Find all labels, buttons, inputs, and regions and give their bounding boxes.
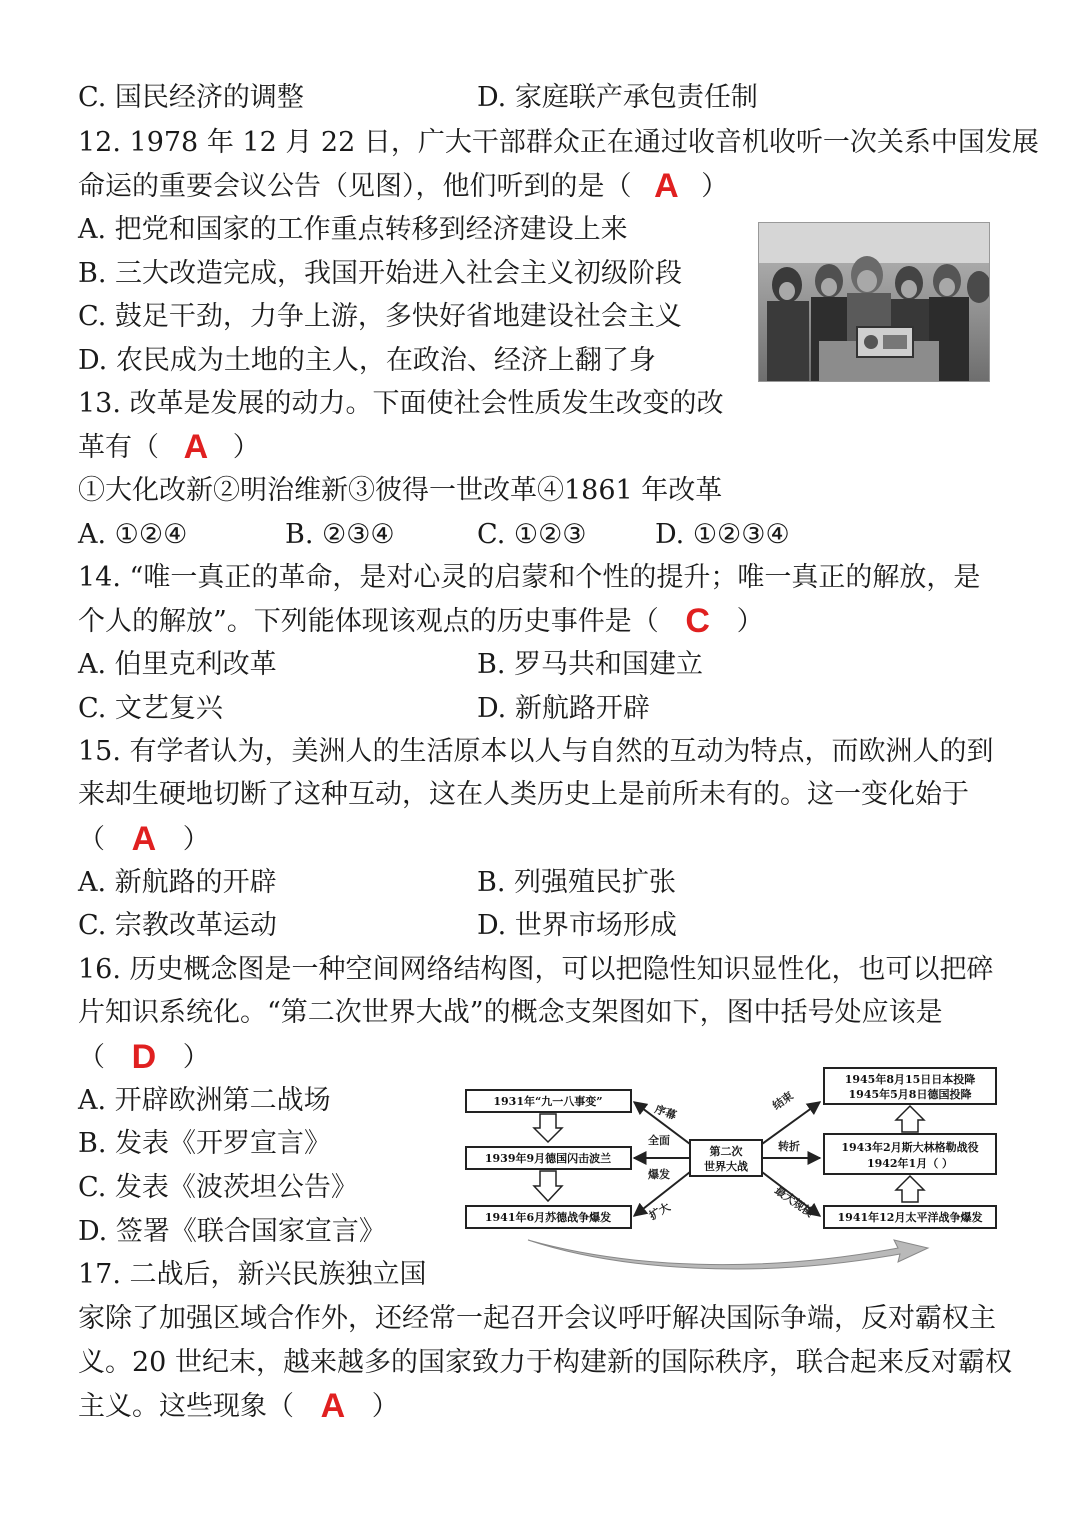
q13-stem-line1: 13. 改革是发展的动力。下面使社会性质发生改变的改 <box>78 388 724 419</box>
q11-option-c: C. 国民经济的调整 <box>78 82 304 113</box>
q14-stem-line1: 14. “唯一真正的革命，是对心灵的启蒙和个性的提升；唯一真正的解放，是 <box>78 562 981 593</box>
q13-option-b: B. ②③④ <box>285 519 395 550</box>
center-box <box>690 1140 762 1176</box>
q13-items: ①大化改新②明治维新③彼得一世改革④1861 年改革 <box>78 475 723 506</box>
q17-stem-line3: 义。20 世纪末，越来越多的国家致力于构建新的国际秩序，联合起来反对霸权 <box>78 1347 1012 1378</box>
q15-paren-close: ） <box>182 824 210 855</box>
q16-answer: D <box>131 1038 157 1076</box>
q12-stem-text: 命运的重要会议公告（见图），他们听到的是（ <box>78 171 632 202</box>
q12-option-a: A. 把党和国家的工作重点转移到经济建设上来 <box>78 214 628 245</box>
q16-option-d: D. 签署《联合国家宣言》 <box>78 1216 386 1247</box>
label-expand: 扩大 <box>647 1200 673 1223</box>
q13-stem-text: 革有（ <box>78 432 159 463</box>
q15-option-d: D. 世界市场形成 <box>477 910 677 941</box>
q14-answer: C <box>685 602 710 640</box>
q15-answer: A <box>131 820 157 858</box>
right-box-2-line-1: 1943年2月斯大林格勒战役 <box>841 1141 979 1154</box>
right-box-2 <box>824 1134 996 1174</box>
right-box-2-line-2: 1942年1月（ ） <box>866 1157 954 1170</box>
right-box-1 <box>824 1068 996 1104</box>
bottom-flow-arrow <box>528 1240 928 1269</box>
q15-option-c: C. 宗教改革运动 <box>78 910 277 941</box>
label-turn: 转折 <box>778 1140 800 1153</box>
q15-stem-line3 <box>78 817 210 862</box>
center-line-2: 世界大战 <box>704 1160 748 1173</box>
q14-option-b: B. 罗马共和国建立 <box>477 649 704 680</box>
q17-stem-line2: 家除了加强区域合作外，还经常一起召开会议呼吁解决国际争端，反对霸权主 <box>78 1303 996 1334</box>
q17-stem-line4 <box>78 1384 399 1429</box>
q17-stem-text: 主义。这些现象（ <box>78 1391 294 1422</box>
q16-stem-line1: 16. 历史概念图是一种空间网络结构图，可以把隐性知识显性化，也可以把碎 <box>78 954 994 985</box>
left-box-1-text: 1931年“九一八事变” <box>493 1095 603 1108</box>
label-prelude: 序幕 <box>652 1102 679 1123</box>
q16-option-c: C. 发表《波茨坦公告》 <box>78 1172 358 1203</box>
q17-stem-line1: 17. 二战后，新兴民族独立国 <box>78 1259 427 1290</box>
q15-option-a: A. 新航路的开辟 <box>78 867 277 898</box>
q14-option-a: A. 伯里克利改革 <box>78 649 277 680</box>
q15-stem-line1: 15. 有学者认为，美洲人的生活原本以人与自然的互动为特点，而欧洲人的到 <box>78 736 994 767</box>
q13-option-d: D. ①②③④ <box>655 519 790 550</box>
q16-stem-line2: 片知识系统化。“第二次世界大战”的概念支架图如下，图中括号处应该是 <box>78 997 943 1028</box>
right-up-arrow-2 <box>896 1106 924 1132</box>
label-outbreak-b: 爆发 <box>648 1168 670 1181</box>
q14-paren-close: ） <box>736 606 764 637</box>
label-max: 最大规模 <box>772 1183 816 1220</box>
q15-option-b: B. 列强殖民扩张 <box>477 867 677 898</box>
left-box-3 <box>466 1206 631 1228</box>
q12-stem-line1: 12. 1978 年 12 月 22 日，广大干部群众正在通过收音机收听一次关系中国发展 <box>78 127 1039 158</box>
label-outbreak-a: 全面 <box>648 1134 670 1147</box>
left-box-1 <box>466 1090 631 1112</box>
q16-paren-open: （ <box>78 1042 105 1073</box>
q14-option-c: C. 文艺复兴 <box>78 693 223 724</box>
q11-option-d: D. 家庭联产承包责任制 <box>477 82 758 113</box>
left-down-arrow-1 <box>534 1114 562 1142</box>
q12-option-c: C. 鼓足干劲，力争上游，多快好省地建设社会主义 <box>78 301 682 332</box>
right-up-arrow-1 <box>896 1176 924 1202</box>
q13-option-a: A. ①②④ <box>78 519 188 550</box>
q12-radio-photo <box>758 222 990 382</box>
q16-stem-line3 <box>78 1035 210 1080</box>
q12-answer: A <box>654 167 679 205</box>
radio-photo-image <box>759 223 989 381</box>
left-box-2-text: 1939年9月德国闪击波兰 <box>484 1152 612 1165</box>
left-box-2 <box>466 1147 631 1169</box>
q14-stem-line2 <box>78 599 764 644</box>
right-box-1-line-1: 1945年8月15日日本投降 <box>844 1073 976 1086</box>
q14-option-d: D. 新航路开辟 <box>477 693 650 724</box>
q17-answer: A <box>320 1387 346 1425</box>
q16-option-b: B. 发表《开罗宣言》 <box>78 1128 332 1159</box>
q12-paren-close: ） <box>701 171 729 202</box>
q13-stem-line2 <box>78 425 260 470</box>
q12-option-d: D. 农民成为土地的主人，在政治、经济上翻了身 <box>78 345 656 376</box>
left-box-3-text: 1941年6月苏德战争爆发 <box>484 1211 612 1224</box>
right-box-3 <box>824 1206 996 1228</box>
q17-paren-close: ） <box>371 1391 399 1422</box>
label-end: 结束 <box>770 1089 796 1113</box>
q13-answer: A <box>183 428 209 466</box>
wwii-concept-diagram <box>458 1062 1003 1272</box>
center-line-1: 第二次 <box>709 1145 743 1158</box>
right-box-3-text: 1941年12月太平洋战争爆发 <box>837 1211 983 1224</box>
arrow-to-right-1 <box>762 1102 820 1144</box>
q15-stem-line2: 来却生硬地切断了这种互动，这在人类历史上是前所未有的。这一变化始于 <box>78 779 969 810</box>
q14-stem-text: 个人的解放”。下列能体现该观点的历史事件是（ <box>78 606 659 637</box>
q13-paren-close: ） <box>232 432 260 463</box>
q12-stem-line2 <box>78 164 728 209</box>
q15-paren-open: （ <box>78 824 105 855</box>
q12-option-b: B. 三大改造完成，我国开始进入社会主义初级阶段 <box>78 258 683 289</box>
q13-option-c: C. ①②③ <box>477 519 587 550</box>
left-down-arrow-2 <box>534 1171 562 1201</box>
q16-option-a: A. 开辟欧洲第二战场 <box>78 1085 331 1116</box>
q16-paren-close: ） <box>182 1042 210 1073</box>
right-box-1-line-2: 1945年5月8日德国投降 <box>848 1088 972 1101</box>
